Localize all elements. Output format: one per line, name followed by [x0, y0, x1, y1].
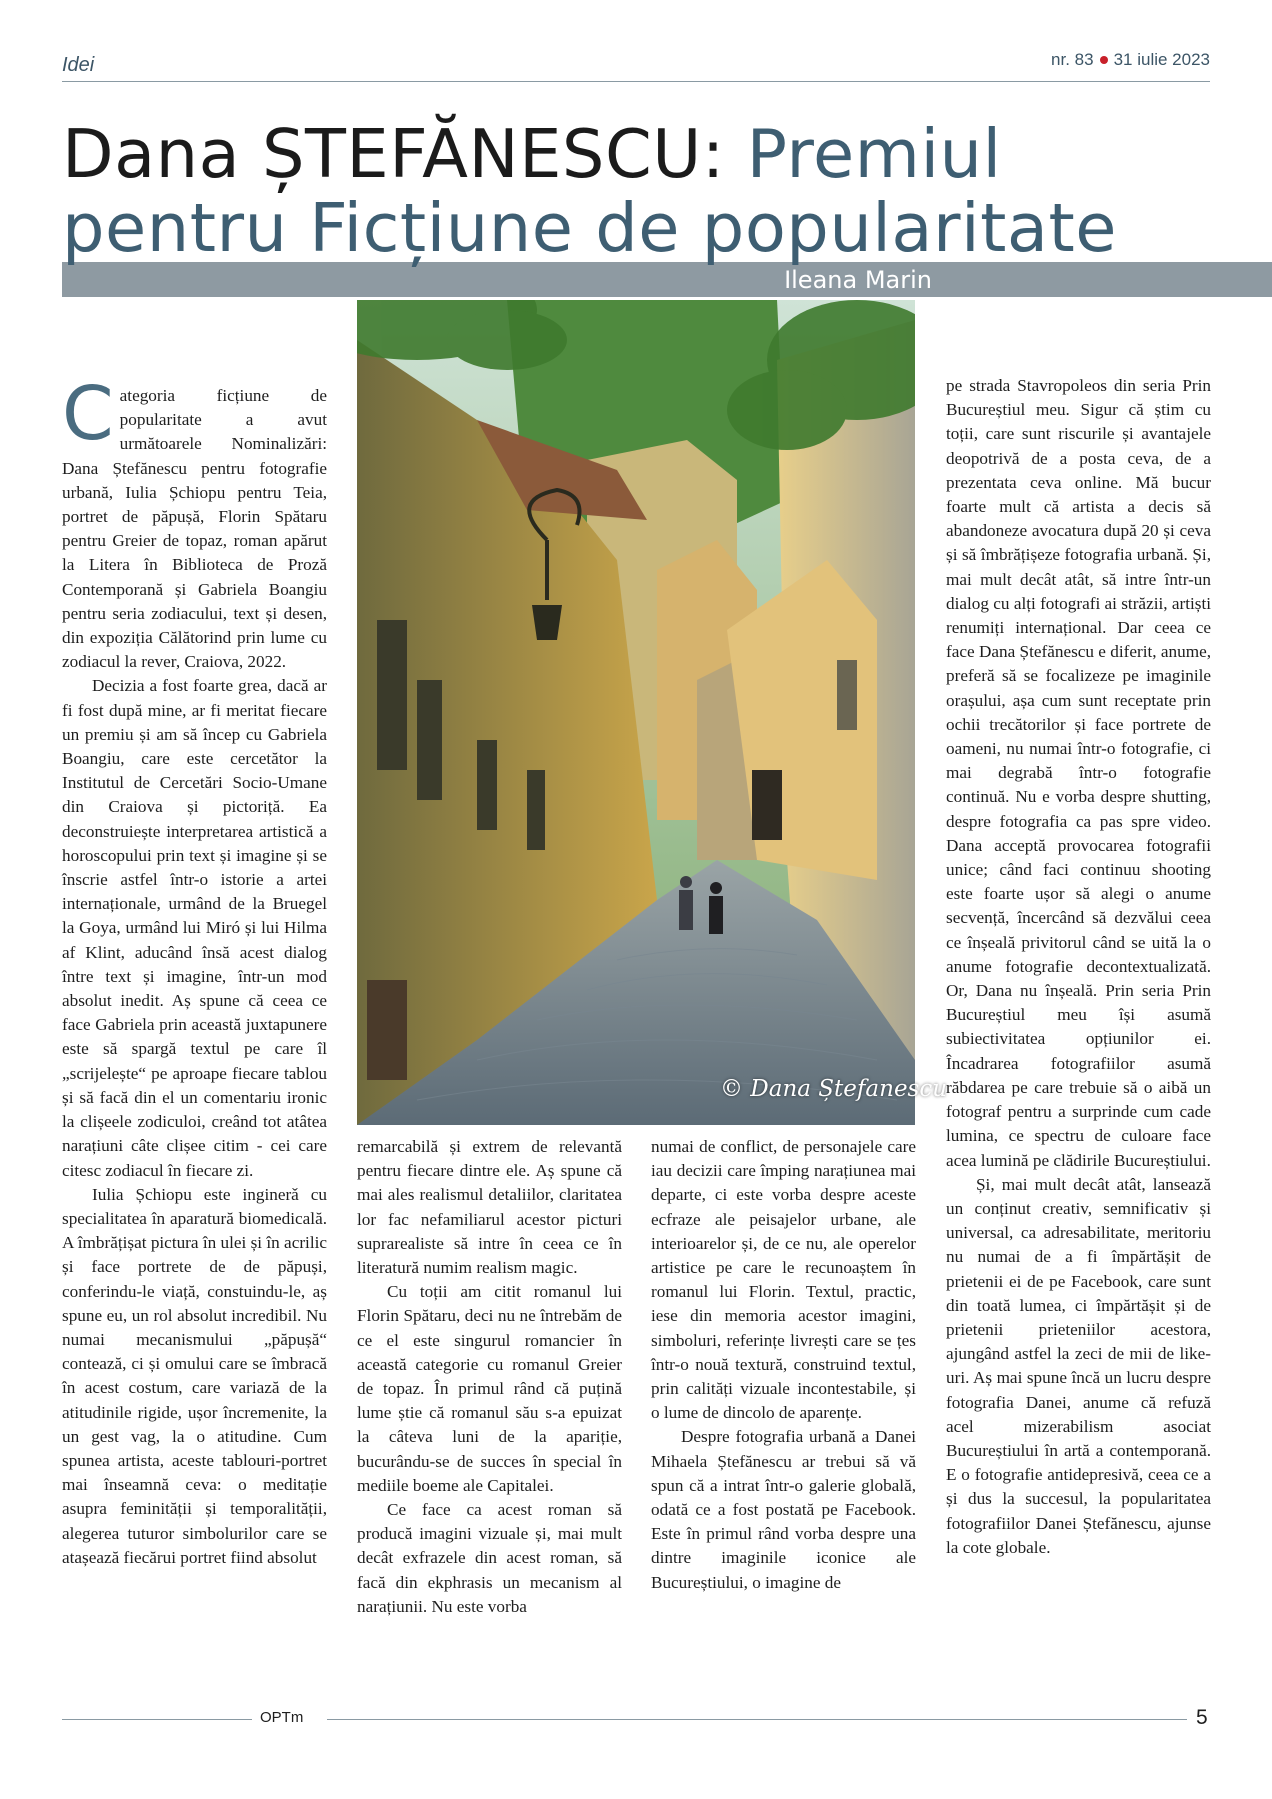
paragraph: Iulia Șchiopu este inginerǎ cu specialitatea în aparatură biomedicală. A îmbrățișat pictura în ulei și în acrilic și face portrete de de păpuși, conferindu-le viață, constuindu-le, aș spune eu, un rol absolut incredibil. Nu numai mecanismului „păpușă“ contează, ci și omului care se îmbracă în acest costum, care variază de la atitudinile rigide, ușor încremenite, la un gest vag, la o atitudine. Cum spunea artista, aceste tablouri-portret mai înseamnă ceva: o meditație asupra feminității și temporalității, alegerea tuturor simbolurilor care se atașează fiecărui portret fiind absolut	[62, 1184, 327, 1567]
issue-number: nr. 83	[1051, 50, 1094, 69]
issue-date: 31 iulie 2023	[1113, 50, 1210, 69]
paragraph: Despre fotografia urbană a Danei Mihaela Ștefănescu ar trebui să vă spun că a intrat într-o galerie globală, odată ce a fost postată pe Facebook. Este în primul rând vorba despre una dintre imaginile iconice ale Bucureștiului, o imagine de	[651, 1427, 916, 1592]
title-bar	[62, 262, 1272, 297]
author-name: Ileana Marin	[784, 266, 932, 294]
title-name: Dana ȘTEFĂNESCU:	[62, 115, 747, 193]
paragraph: numai de conflict, de personajele care iau decizii care împing narațiunea mai departe, ci este vorba despre aceste ecfraze ale peisajelor urbane, ale interioarelor și, de ce nu, ale operelor artistice pe care le recunoaștem în romanul lui Florin. Textul, practic, iese din memoria acestor imagini, simboluri, referințe livrești care se țes într-o nouă textură, construind textul, prin calități vizuale incontestabile, și o lume de dincolo de aparențe.	[651, 1137, 916, 1423]
text-column-2	[357, 1135, 622, 1619]
publication-name: OPTm	[260, 1709, 304, 1726]
header-rule	[62, 81, 1210, 82]
photo-credit: © Dana Ștefanescu	[720, 1076, 948, 1102]
paragraph-text: ategoria ficțiune de popularitate a avut următoarele Nominalizări: Dana Ștefănescu pentru fotografie urbană, Iulia Șchiopu pentru Teia, portret de păpușă, Florin Spătaru pentru Greier de topaz, roman apărut la Litera în Biblioteca de Proză Contemporană și Gabriela Boangiu pentru seria zodiacului, text și desen, din expoziția Călătorind prin lume cu zodiacul la rever, Craiova, 2022.	[62, 386, 327, 672]
page-title	[62, 115, 1212, 267]
paragraph: Cu toții am citit romanul lui Florin Spătaru, deci nu ne întrebăm de ce el este singurul romancier în această categorie cu romanul Greier de topaz. În primul rând că puțină lume știe că romanul său s-a epuizat la câteva luni de la apariție, bucurându-se de succes în special în mediile boeme ale Capitalei.	[357, 1282, 622, 1495]
paragraph: pe strada Stavropoleos din seria Prin Bucureștiul meu. Sigur că știm cu toții, care sunt riscurile și avantajele deopotrivă de a posta ceva, de a prezentata ceva online. Mă bucur foarte mult că artista a decis să abandoneze avocatura după 20 și ceva și să îmbrățișeze fotografia urbană. Și, mai mult decât atât, să intre într-un dialog cu alți fotografi ai străzii, artiști renumiți internațional. Dar ceea ce face Dana Ștefănescu e diferit, anume, preferă să se focalizeze pe imaginile orașului, așa cum sunt receptate prin ochii trecătorilor și face portrete de oameni, nu numai într-o fotografie, ci mai degrabă într-o fotografie continuă. Nu e vorba despre shutting, despre fotografia ca pas spre video. Dana acceptă provocarea fotografii unice; când faci continuu shooting este foarte ușor să alegi o anume secvență, încercând să dezvălui ceea ce înșeală privitorul când se uită la o anume fotografie decontextualizată. Or, Dana nu înșeală. Prin seria Prin Bucureștiul meu își asumă subiectivitatea opțiunilor ei. Încadrarea fotografiilor asumă răbdarea pe care trebuie să o aibă un fotograf pentru a surprinde cum cade lumina, ce spectru de culoare face acea lumină pe clădirile Bucureștiului.	[946, 376, 1211, 1170]
street-photo	[357, 300, 915, 1125]
footer-rule-left	[62, 1719, 252, 1720]
paragraph: Și, mai mult decât atât, lansează un conținut creativ, semnificativ și universal, ca adresabilitate, meritoriu nu numai de a fi împărtășit de prietenii ei de pe Facebook, care sunt din toată lumea, ci împărtășit și de prietenii prieteniilor acestora, ajungând astfel la zeci de mii de like-uri. Aș mai spune încă un lucru despre fotografia Danei, anume că refuză acel mizerabilism asociat Bucureștiului în artă a contemporană. E o fotografie antidepresivă, ceea ce a și dus la succesul, la popularitatea fotografiilor Danei Ștefănescu, ajunse la cote globale.	[946, 1174, 1211, 1557]
text-column-4	[946, 374, 1211, 1560]
issue-info	[1051, 50, 1210, 70]
paragraph	[62, 371, 327, 674]
title-award: Premiul pentru Ficțiune de popularitate	[62, 115, 1117, 267]
paragraph: remarcabilă și extrem de relevantă pentru fiecare dintre ele. Aș spune că mai ales realismul detaliilor, claritatea lor fac nefamiliarul acestor picturi suprarealiste să intre în ceea ce în literatură numim realism magic.	[357, 1137, 622, 1278]
text-column-3	[651, 1135, 916, 1595]
paragraph: Decizia a fost foarte grea, dacă ar fi fost după mine, ar fi meritat fiecare un premiu și am să încep cu Gabriela Boangiu, care este cercetător la Institutul de Cercetări Socio-Umane din Craiova și pictoriță. Ea deconstruiește interpretarea artistică a horoscopului prin text și imagine și se înscrie astfel într-o istorie a artei internaționale, urmând de la Bruegel la Goya, urmând lui Miró și lui Hilma af Klint, aducând însă acest dialog între text și imagine, într-un mod absolut inedit. Aș spune că ceea ce face Gabriela prin această juxtapunere este să spargă textul pe care îl „scrijelește“ pe aproape fiecare tablou și să facă din el un comentariu ironic la clișeele zodiculoi, creând tot atâtea narațiuni câte clișee citim - cei care citesc zodiacul în fiecare zi.	[62, 676, 327, 1180]
page-number: 5	[1196, 1706, 1208, 1729]
bullet-dot-icon	[1100, 56, 1108, 64]
footer-rule-right	[327, 1719, 1187, 1720]
paragraph: Ce face ca acest roman să producă imagini vizuale și, mai mult decât exfrazele din acest roman, să facă din ekphrasis un mecanism al narațiunii. Nu este vorba	[357, 1500, 622, 1616]
text-column-1	[62, 371, 327, 1570]
drop-cap: C	[62, 371, 114, 457]
section-label: Idei	[62, 54, 95, 76]
photo-street-icon	[357, 300, 915, 1125]
